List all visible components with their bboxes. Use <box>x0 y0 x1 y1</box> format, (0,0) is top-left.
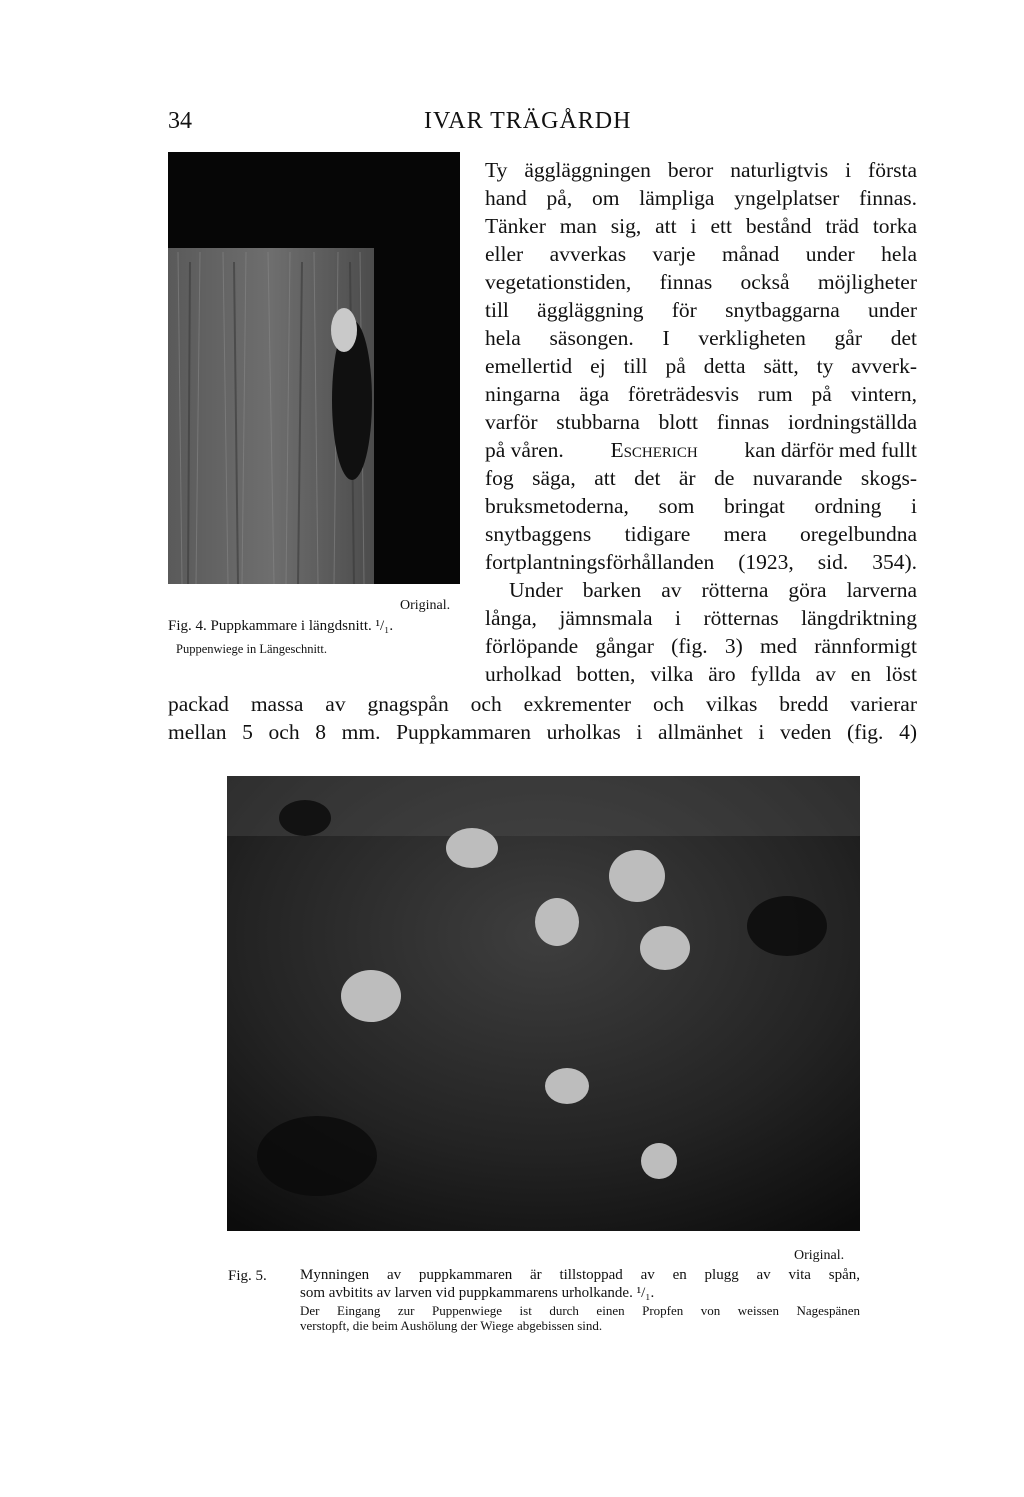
body-line: förlöpande gångar (fig. 3) med rännformigt <box>485 634 917 658</box>
figure-5-original-label: Original. <box>794 1248 845 1263</box>
figure-5-label: Fig. 5. <box>228 1268 267 1284</box>
body-line <box>485 436 917 464</box>
body-line: urholkad botten, vilka äro fyllda av en löst <box>485 662 917 686</box>
body-line: ningarna äga företrädesvis rum på vintern, <box>485 382 917 406</box>
figure-5-caption-german-line: Der Eingang zur Puppenwiege ist durch einen Propfen von weissen Nagespänen <box>300 1303 860 1318</box>
body-line: packad massa av gnagspån och exkrementer och vilkas bredd varierar <box>168 692 917 716</box>
figure-5-photo <box>227 776 860 1231</box>
body-line: hand på, om lämpliga yngelplatser finnas. <box>485 186 917 210</box>
body-line: hela säsongen. I verkligheten går det <box>485 326 917 350</box>
chip-plug <box>545 1068 589 1104</box>
body-line: bruksmetoderna, som bringat ordning i <box>485 494 917 518</box>
body-text: kan därför med fullt <box>744 438 917 462</box>
running-title: IVAR TRÄGÅRDH <box>424 108 632 134</box>
chip-plug <box>341 970 401 1022</box>
chip-plug <box>609 850 665 902</box>
body-line: till äggläggning för snytbaggarna under <box>485 298 917 322</box>
figure-4-caption-german: Puppenwiege in Längeschnitt. <box>176 642 328 656</box>
body-line: fortplantningsförhållanden (1923, sid. 354). <box>485 550 917 574</box>
figure-5-caption-line: som avbitits av larven vid puppkammarens urholkande. ¹/₁. <box>300 1285 655 1301</box>
body-line: Under barken av rötterna göra larverna <box>509 578 917 602</box>
body-line: emellertid ej till på detta sätt, ty avverk- <box>485 354 917 378</box>
figure-5-caption-german-line: verstopft, die beim Aushölung der Wiege abgebissen sind. <box>300 1318 603 1333</box>
body-line: eller avverkas varje månad under hela <box>485 242 917 266</box>
figure-4-original-label: Original. <box>400 598 451 613</box>
body-line: fog säga, att det är de nuvarande skogs- <box>485 466 917 490</box>
body-text: på våren. <box>485 438 564 462</box>
body-line: varför stubbarna blott finnas iordningställda <box>485 410 917 434</box>
body-line: Ty äggläggningen beror naturligtvis i första <box>485 158 917 182</box>
chip-plug <box>640 926 690 970</box>
chip-plug <box>641 1143 677 1179</box>
figure-4-photo <box>168 152 460 584</box>
page-number: 34 <box>168 108 192 134</box>
chip-plug <box>331 308 357 352</box>
figure-5-caption-line: Mynningen av puppkammaren är tillstoppad av en plugg av vita spån, <box>300 1267 860 1283</box>
chip-plug <box>446 828 498 868</box>
body-line: snytbaggens tidigare mera oregelbundna <box>485 522 917 546</box>
body-line: mellan 5 och 8 mm. Puppkammaren urholkas i allmänhet i veden (fig. 4) <box>168 720 917 744</box>
figure-4-caption: Fig. 4. Puppkammare i längdsnitt. ¹/₁. <box>168 618 394 634</box>
body-line: vegetationstiden, finnas också möjligheter <box>485 270 917 294</box>
body-line: långa, jämnsmala i rötternas längdriktning <box>485 606 917 630</box>
author-name: Escherich <box>610 438 698 462</box>
chip-plug <box>535 898 579 946</box>
body-line: Tänker man sig, att i ett bestånd träd torka <box>485 214 917 238</box>
